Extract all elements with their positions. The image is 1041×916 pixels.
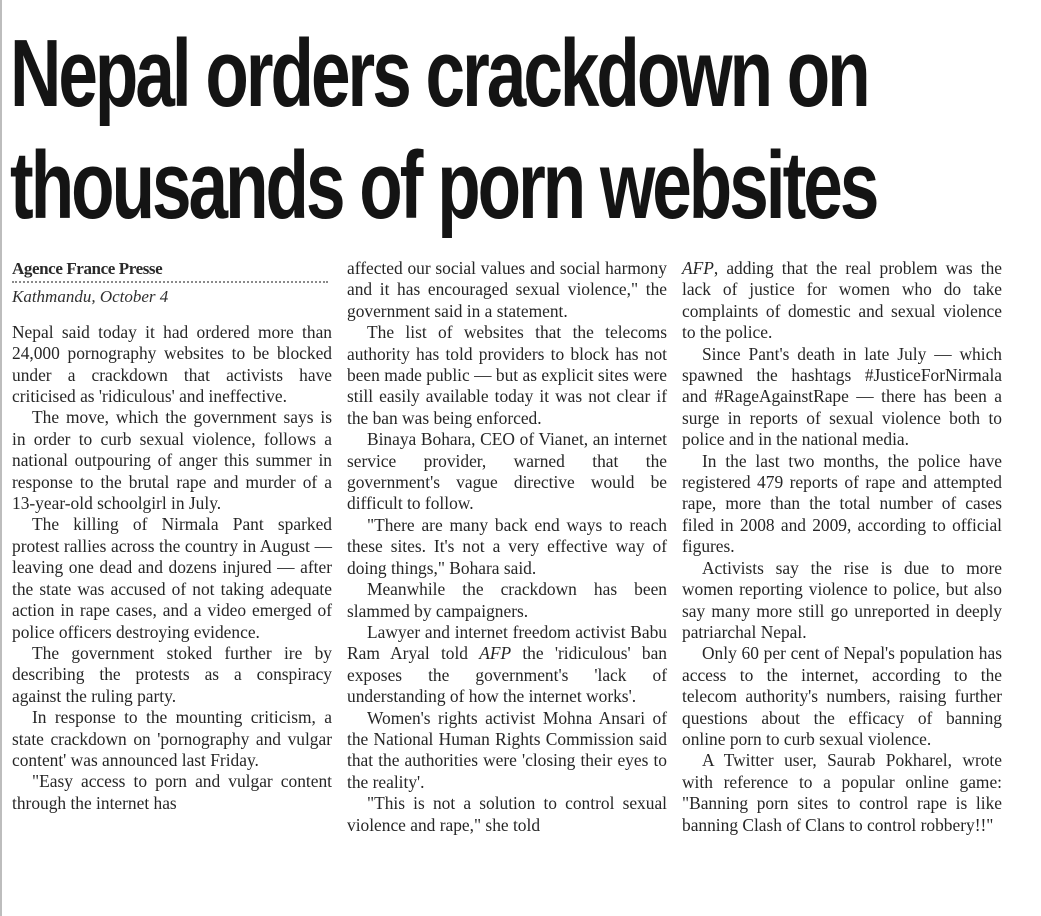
headline — [10, 18, 877, 242]
agency-abbrev: AFP — [682, 258, 714, 278]
headline-line-2: thousands of porn websites — [10, 132, 877, 239]
paragraph: The list of websites that the telecoms authority has told providers to block has not been made public — but as explicit sites were still easily available today it was not clear if the ban was being enforced. — [347, 322, 667, 428]
text: the 'ridiculous' ban exposes the government's 'lack of understanding of how the internet works'. — [347, 643, 667, 707]
text: Lawyer and internet freedom activist Babu Ram Aryal told — [347, 621, 667, 664]
article-body — [12, 258, 1032, 836]
paragraph: The killing of Nirmala Pant sparked protest rallies across the country in August — leaving one dead and dozens injured — after the state was accused of not taking adequate action in rape cases, and a video emerged of police officers destroying evidence. — [12, 514, 332, 642]
text: , adding that the real problem was the lack of justice for women who do take complaints of domestic and sexual violence to the police. — [682, 258, 1002, 343]
agency-abbrev: AFP — [479, 643, 512, 664]
paragraph: "There are many back end ways to reach these sites. It's not a very effective way of doing things," Bohara said. — [347, 514, 667, 578]
paragraph — [347, 622, 667, 708]
paragraph: A Twitter user, Saurab Pokharel, wrote with reference to a popular online game: "Banning porn sites to control rape is like banning Clash of Clans to control robbery!!" — [682, 750, 1002, 835]
paragraph: "This is not a solution to control sexual violence and rape," she told — [347, 793, 667, 835]
headline-line-1: Nepal orders crackdown on — [10, 20, 868, 127]
paragraph: Only 60 per cent of Nepal's population has access to the internet, according to the telecom authority's numbers, raising further questions about the efficacy of banning online porn to curb sexual violence. — [682, 643, 1002, 749]
column-2 — [347, 258, 667, 836]
paragraph-continuation: affected our social values and social harmony and it has encouraged sexual violence," the government said in a statement. — [347, 258, 667, 321]
column-1 — [12, 258, 332, 836]
column-3 — [682, 258, 1002, 836]
paragraph: The government stoked further ire by describing the protests as a conspiracy against the ruling party. — [12, 642, 332, 706]
paragraph: In the last two months, the police have registered 479 reports of rape and attempted rape, more than the total number of cases filed in 2008 and 2009, according to official figures. — [682, 450, 1002, 557]
byline: Agence France Presse — [12, 258, 328, 283]
paragraph: Activists say the rise is due to more women reporting violence to police, but also say many more still go unreported in deeply patriarchal Nepal. — [682, 557, 1002, 642]
paragraph: Binaya Bohara, CEO of Vianet, an internet service provider, warned that the government's vague directive would be difficult to follow. — [347, 429, 667, 514]
paragraph: The move, which the government says is in order to curb sexual violence, follows a national outpouring of anger this summer in response to the brutal rape and murder of a 13-year-old schoolgirl in July. — [12, 407, 332, 514]
paragraph: Women's rights activist Mohna Ansari of the National Human Rights Commission said that the authorities were 'closing their eyes to the reality'. — [347, 707, 667, 792]
paragraph: In response to the mounting criticism, a state crackdown on 'pornography and vulgar content' was announced last Friday. — [12, 707, 332, 770]
dateline: Kathmandu, October 4 — [12, 287, 169, 307]
paragraph: Meanwhile the crackdown has been slammed by campaigners. — [347, 579, 667, 621]
paragraph-continuation — [682, 258, 1002, 344]
paragraph: Nepal said today it had ordered more than 24,000 pornography websites to be blocked under a crackdown that activists have criticised as 'ridiculous' and ineffective. — [12, 321, 332, 407]
paragraph: "Easy access to porn and vulgar content through the internet has — [12, 771, 332, 813]
page-edge-rule — [0, 0, 2, 916]
paragraph: Since Pant's death in late July — which spawned the hashtags #JusticeForNirmala and #RageAgainstRape — there has been a surge in reports of sexual violence both to police and in the national media. — [682, 343, 1002, 450]
